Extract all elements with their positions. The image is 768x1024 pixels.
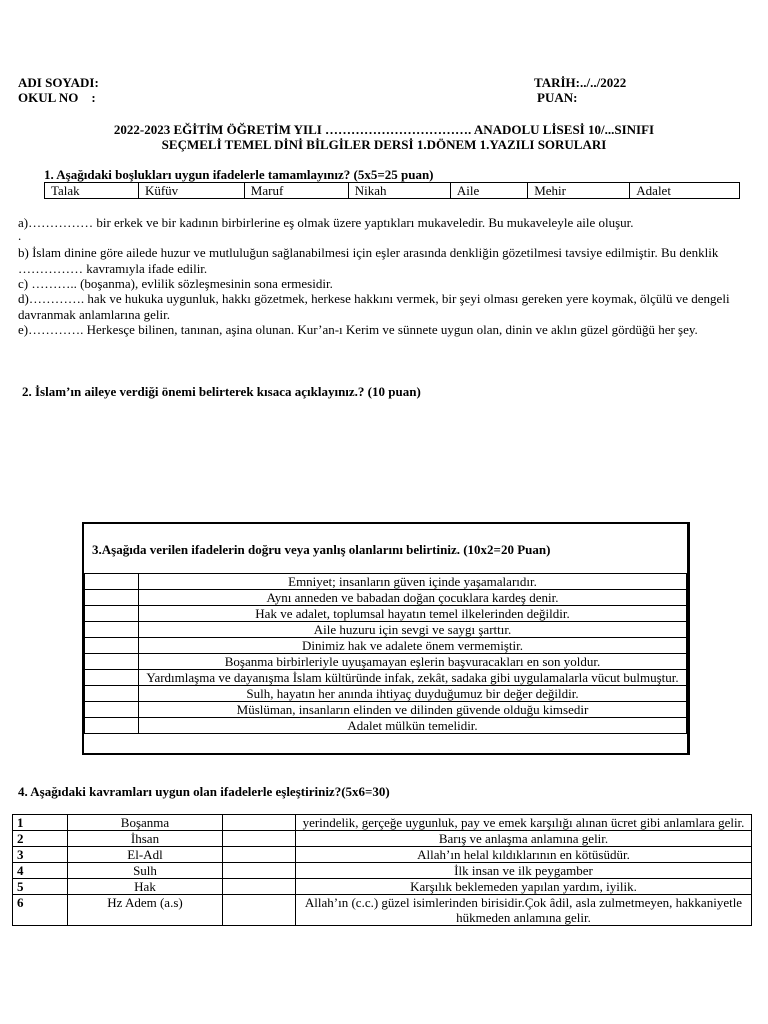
question-4-title: 4. Aşağıdaki kavramları uygun olan ifadelerle eşleştiriniz?(5x6=30)	[18, 784, 390, 799]
table-row	[85, 638, 687, 654]
concept-cell: El-Adl	[68, 847, 223, 863]
answer-cell[interactable]	[85, 590, 139, 606]
row-number: 3	[13, 847, 68, 863]
statement-cell: Boşanma birbirleriyle uyuşamayan eşlerin başvuracakları en son yoldur.	[139, 654, 687, 670]
table-row	[85, 622, 687, 638]
answer-cell[interactable]	[85, 702, 139, 718]
statement-cell: Emniyet; insanların güven içinde yaşamalarıdır.	[139, 574, 687, 590]
definition-cell: Karşılık beklemeden yapılan yardım, iyilik.	[296, 879, 752, 895]
row-number: 2	[13, 831, 68, 847]
exam-title-line2: SEÇMELİ TEMEL DİNİ BİLGİLER DERSİ 1.DÖNEM 1.YAZILI SORULARI	[161, 137, 607, 152]
row-number: 5	[13, 879, 68, 895]
answer-cell[interactable]	[85, 622, 139, 638]
answer-cell[interactable]	[223, 815, 296, 831]
table-row	[13, 831, 752, 847]
answer-cell[interactable]	[223, 879, 296, 895]
answer-cell[interactable]	[85, 686, 139, 702]
statement-cell: Hak ve adalet, toplumsal hayatın temel ilkelerinden değildir.	[139, 606, 687, 622]
concept-cell: İhsan	[68, 831, 223, 847]
row-number: 1	[13, 815, 68, 831]
statement-cell: Aynı anneden ve babadan doğan çocuklara kardeş denir.	[139, 590, 687, 606]
statement-cell: Yardımlaşma ve dayanışma İslam kültüründe infak, zekât, sadaka gibi uygulamalarla vücut bulmuştur.	[139, 670, 687, 686]
table-row	[85, 574, 687, 590]
concept-cell: Boşanma	[68, 815, 223, 831]
answer-cell[interactable]	[223, 847, 296, 863]
matching-table	[12, 814, 752, 926]
table-row	[85, 654, 687, 670]
table-row	[85, 590, 687, 606]
fill-blank-c: c) ……….. (boşanma), evlilik sözleşmesinin sona ermesidir.	[18, 276, 333, 291]
word-bank-item: Maruf	[244, 183, 348, 199]
row-number: 6	[13, 895, 68, 926]
table-row	[85, 702, 687, 718]
answer-cell[interactable]	[85, 574, 139, 590]
answer-cell[interactable]	[85, 654, 139, 670]
concept-cell: Hz Adem (a.s)	[68, 895, 223, 926]
school-number-label: OKUL NO :	[18, 90, 96, 105]
fill-blank-b: b) İslam dinine göre ailede huzur ve mutluluğun sağlanabilmesi için eşler arasında denkliğin gözetilmesi tavsiye edilmiştir. Bu denklik …………… kavramıyla ifade edilir.	[18, 245, 719, 276]
definition-cell: yerindelik, gerçeğe uygunluk, pay ve emek karşılığı alınan ücret gibi anlamlara gelir.	[296, 815, 752, 831]
word-bank-item: Nikah	[348, 183, 450, 199]
statement-cell: Dinimiz hak ve adalete önem vermemiştir.	[139, 638, 687, 654]
definition-cell: Barış ve anlaşma anlamına gelir.	[296, 831, 752, 847]
true-false-box	[82, 522, 690, 755]
word-bank-item: Talak	[45, 183, 139, 199]
definition-cell: Allah’ın helal kıldıklarının en kötüsüdür.	[296, 847, 752, 863]
stray-dot: .	[18, 228, 22, 243]
table-row	[13, 847, 752, 863]
answer-cell[interactable]	[85, 670, 139, 686]
table-row	[13, 895, 752, 926]
table-row	[13, 815, 752, 831]
word-bank-item: Aile	[450, 183, 527, 199]
statement-cell: Müslüman, insanların elinden ve dilinden güvende olduğu kimsedir	[139, 702, 687, 718]
true-false-table	[84, 573, 687, 734]
statement-cell: Sulh, hayatın her anında ihtiyaç duyduğumuz bir değer değildir.	[139, 686, 687, 702]
question-2-title: 2. İslam’ın aileye verdiği önemi belirterek kısaca açıklayınız.? (10 puan)	[22, 384, 421, 399]
date-label: TARİH:../../2022	[534, 75, 627, 90]
table-row	[85, 718, 687, 734]
answer-cell[interactable]	[85, 718, 139, 734]
score-label: PUAN:	[537, 90, 578, 105]
question-3-title: 3.Aşağıda verilen ifadelerin doğru veya yanlış olanlarını belirtiniz. (10x2=20 Puan)	[92, 542, 551, 557]
row-number: 4	[13, 863, 68, 879]
fill-blank-e: e)…………. Herkesçe bilinen, tanınan, aşina olunan. Kur’an-ı Kerim ve sünnete uygun olan, dinin ve aklın güzel gördüğü her şey.	[18, 322, 698, 337]
table-row	[13, 863, 752, 879]
definition-cell: İlk insan ve ilk peygamber	[296, 863, 752, 879]
word-bank-item: Küfüv	[138, 183, 244, 199]
answer-cell[interactable]	[223, 863, 296, 879]
table-row	[13, 879, 752, 895]
answer-cell[interactable]	[223, 831, 296, 847]
word-bank-table	[44, 182, 740, 199]
question-1-title: 1. Aşağıdaki boşlukları uygun ifadelerle tamamlayınız? (5x5=25 puan)	[44, 167, 434, 182]
answer-cell[interactable]	[85, 638, 139, 654]
concept-cell: Hak	[68, 879, 223, 895]
table-row	[85, 670, 687, 686]
statement-cell: Adalet mülkün temelidir.	[139, 718, 687, 734]
table-row	[85, 606, 687, 622]
exam-title-line1: 2022-2023 EĞİTİM ÖĞRETİM YILI ……………………………. ANADOLU LİSESİ 10/...SINIFI	[113, 122, 655, 137]
table-row	[85, 686, 687, 702]
concept-cell: Sulh	[68, 863, 223, 879]
answer-cell[interactable]	[223, 895, 296, 926]
definition-cell: Allah’ın (c.c.) güzel isimlerinden birisidir.Çok âdil, asla zulmetmeyen, hakkaniyetle hükmeden anlamına gelir.	[296, 895, 752, 926]
word-bank-item: Adalet	[630, 183, 740, 199]
fill-blank-d: d)…………. hak ve hukuka uygunluk, hakkı gözetmek, herkese hakkını vermek, bir şeyi olması gereken yere koymak, ölçülü ve dengeli davranmak anlamlarına gelir.	[18, 291, 730, 322]
answer-cell[interactable]	[85, 606, 139, 622]
statement-cell: Aile huzuru için sevgi ve saygı şarttır.	[139, 622, 687, 638]
fill-blank-a: a)…………… bir erkek ve bir kadının birbirlerine eş olmak üzere yaptıkları mukaveledir. Bu mukaveleyle aile oluşur.	[18, 215, 634, 230]
word-bank-item: Mehir	[528, 183, 630, 199]
name-label: ADI SOYADI:	[18, 75, 99, 90]
